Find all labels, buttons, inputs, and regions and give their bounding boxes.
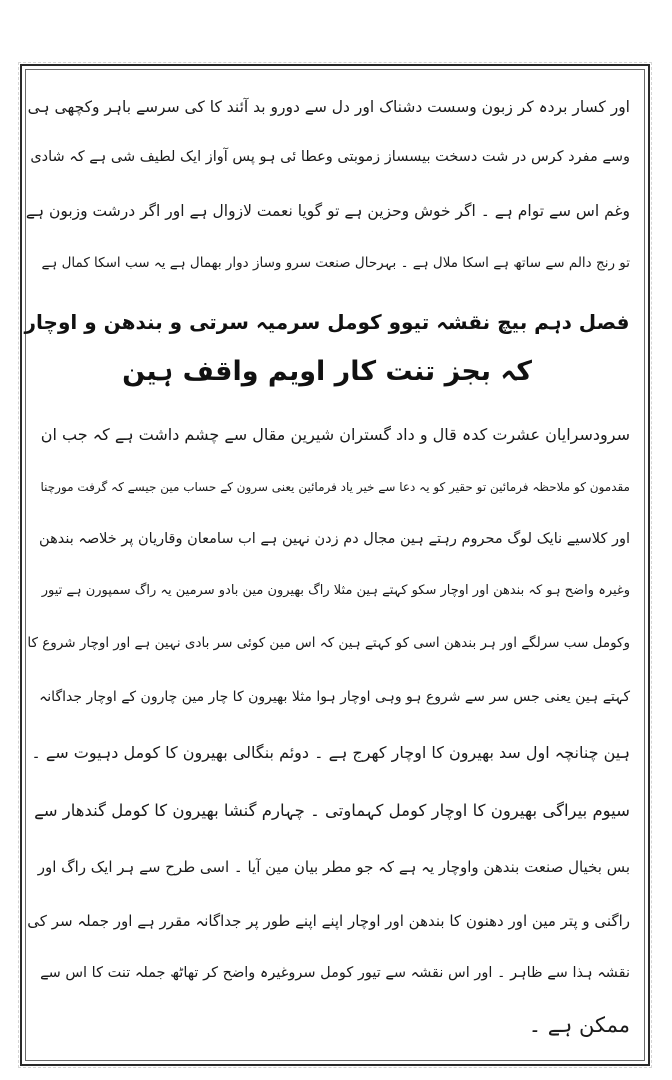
chapter-subtitle: کہ بجز تنت کار اویم واقف ہین [122, 356, 532, 387]
paragraph-bandhan [24, 420, 630, 820]
text-line: تو رنج دالم سے ساتھ ہے اسکا ملال ہے ۔ بہرحال صنعت سرو وساز دوار بھمال ہے یہ سب اسکا کمال ہے [41, 255, 630, 271]
paragraph-conclusion [24, 852, 630, 1042]
text-line: بس بخیال صنعت بندھن واوچار یہ ہے کہ جو مطر بیان مین آیا ۔ اسی طرح سے ہر ایک راگ اور [37, 858, 630, 876]
text-line: وسے مفرد کرس در شت دسخت بیسساز زموبتی وعطا ئی ہو پس آواز ایک لطیف شی ہے کہ شادی [30, 149, 630, 165]
text-line: ممکن ہے ۔ [528, 1013, 630, 1037]
text-line: راگنی و پتر مین اور دھنون کا بندھن اور اوچار اپنے اپنے طور پر جداگانہ مقرر ہے اور جملہ سر کی [27, 912, 630, 930]
text-line: سیوم بیراگی بھیرون کا اوچار کومل کہماوتی ۔ چہارم گنشا بھیرون کا کومل گندھار سے [34, 801, 630, 820]
chapter-heading [24, 296, 630, 406]
chapter-title: فصل دہم بیچ نقشہ تیوو کومل سرمیہ سرتی و بندھن و اوچار [24, 310, 630, 334]
text-line: وغم اس سے توام ہے ۔ اگر خوش وحزین ہے تو گویا نعمت لازوال ہے اور اگر درشت وزبون ہے [25, 202, 630, 220]
paragraph-intro [24, 92, 630, 292]
text-line: وکومل سب سرلگے اور ہر بندھن اسی کو کہتے ہین کہ اس مین کوئی سر بادی نہین ہے اور اوچار شروع کا [27, 635, 630, 651]
text-line: کہتے ہین یعنی جس سر سے شروع ہو وہی اوچار ہوا مثلا بھیرون کا چار مین چارون کے اوچار جداگانہ [39, 689, 630, 705]
text-line: اور کلاسیے نایک لوگ محروم رہتے ہین مجال دم زدن نہین ہے اب سامعان وقاریان پر خلاصہ بندھن [39, 531, 630, 547]
text-line: اور کسار بردہ کر زبون وسست دشناک اور دل سے دورو بد آئند کا کی سرسے باہر وکچھی ہی [27, 98, 630, 116]
text-line: سرودسرایان عشرت کدہ قال و داد گستران شیرین مقال سے چشم داشت ہے کہ جب ان [40, 425, 630, 444]
text-line: نقشہ ہذا سے ظاہر ۔ اور اس نقشہ سے تیور کومل سروغیرہ واضح کر تھاٹھ جملہ تنت کا اس سے [40, 965, 630, 981]
text-line: مقدمون کو ملاحظہ فرمائین تو حقیر کو یہ دعا سے خیر یاد فرمائین یعنی سرون کے حساب مین جیسے کہ گرفت مورچنا [40, 480, 630, 494]
text-line: ہین چنانچہ اول سد بھیرون کا اوچار کھرج ہے ۔ دوئم بنگالی بھیرون کا کومل دہیوت سے ۔ [31, 743, 630, 762]
text-line: وغیرہ واضح ہو کہ بندھن اور اوچار سکو کہتے ہین مثلا راگ بھیرون مین بادو سرمین یہ راگ سمپورن ہے تیور [41, 583, 630, 598]
